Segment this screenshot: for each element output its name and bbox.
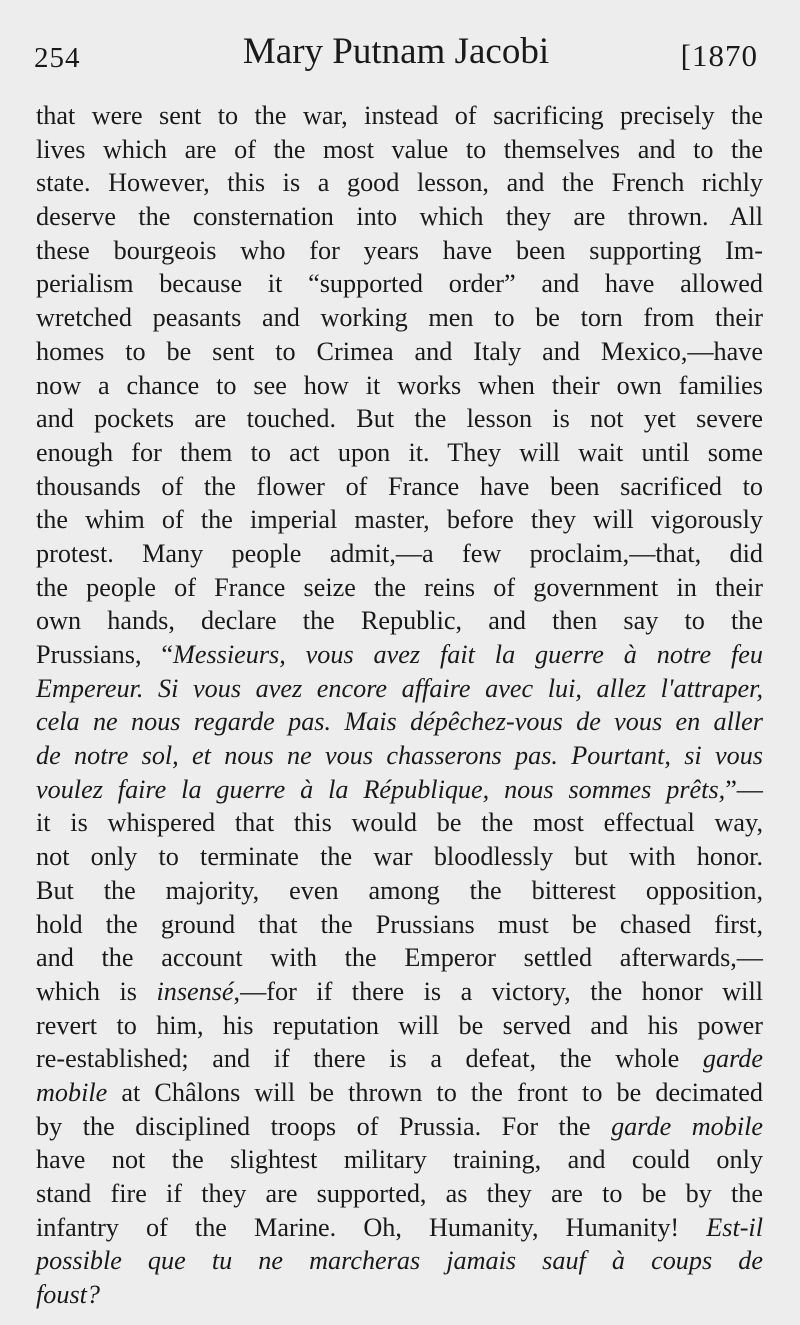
text-run: now a chance to see how it works when their own families [36,370,763,400]
text-run: by the disciplined troops of Prussia. For the [36,1111,612,1141]
text-run: it is whispered that this would be the most effectual way, [36,808,763,838]
text-line [36,200,763,234]
text-run: protest. Many people admit,—a few proclaim,—that, did [36,538,763,568]
text-line [36,133,763,167]
italic-text-run: Est-il [706,1212,763,1242]
text-line [36,705,763,739]
italic-text-run: Messieurs, vous avez fait la guerre à notre feu [173,640,763,669]
text-line [36,975,763,1009]
italic-text-run: possible que tu ne marcheras jamais sauf à coups de [36,1246,763,1276]
text-line [36,267,763,301]
text-run: enough for them to act upon it. They will wait until some [36,437,763,467]
text-line [36,1177,763,1211]
text-line [36,874,763,908]
text-line [36,806,763,840]
italic-text-run: Empereur. Si vous avez encore affaire avec lui, allez l'attraper, [36,673,763,703]
text-line [36,1278,763,1312]
text-line [36,908,763,942]
text-run: have not the slightest military training, and could only [36,1145,763,1175]
text-line [36,1110,763,1144]
text-line [36,672,763,706]
text-run: that were sent to the war, instead of sacrificing precisely the [36,101,763,130]
text-run: stand fire if they are supported, as they are to be by the [36,1179,763,1208]
italic-text-run: foust? [36,1280,101,1310]
running-header [34,30,758,80]
text-run: thousands of the flower of France have been sacrificed to [36,471,763,501]
text-line [36,638,763,672]
page-number: 254 [34,42,81,74]
text-line [36,840,763,874]
italic-text-run: mobile [36,1077,108,1107]
text-line [36,234,763,268]
text-run: ”— [725,774,763,804]
text-run: at Châlons will be thrown to the front to be decimated [107,1077,763,1107]
text-line [36,99,763,133]
text-run: revert to him, his reputation will be served and his power [36,1010,763,1040]
italic-text-run: cela ne nous regarde pas. Mais dépêchez-vous de vous en aller [36,707,763,737]
text-run: not only to terminate the war bloodlessly but with honor. [36,842,763,872]
text-run: Prussians, “ [36,640,174,669]
body-text [36,99,763,1312]
text-line [36,1143,763,1177]
text-run: perialism because it “supported order” and have allowed [36,269,763,299]
text-line [36,1009,763,1043]
text-line [36,773,763,807]
text-run: these bourgeois who for years have been supporting Im- [36,235,763,265]
text-line [36,402,763,436]
text-line [36,503,763,537]
text-line [36,941,763,975]
text-line [36,537,763,571]
italic-text-run: voulez faire la guerre à la République, nous sommes prêts, [36,774,726,804]
text-line [36,335,763,369]
text-line [36,1211,763,1245]
text-run: But the majority, even among the bitterest opposition, [36,875,763,905]
italic-text-run: de notre sol, et nous ne vous chasserons pas. Pourtant, si vous [36,741,763,771]
text-run: own hands, declare the Republic, and then say to the [36,606,763,636]
text-run: deserve the consternation into which they are thrown. All [36,202,763,232]
text-line [36,604,763,638]
running-title: Mary Putnam Jacobi [242,31,550,72]
text-run: wretched peasants and working men to be torn from their [36,303,763,333]
italic-text-run: garde mobile [611,1111,763,1141]
text-line [36,1042,763,1076]
text-run: re-established; and if there is a defeat, the whole [36,1044,703,1074]
text-line [36,369,763,403]
text-line [36,571,763,605]
italic-text-run: garde [702,1044,763,1074]
text-run: hold the ground that the Prussians must be chased first, [36,909,763,939]
text-line [36,739,763,773]
text-run: lives which are of the most value to themselves and to the [36,134,763,164]
text-run: homes to be sent to Crimea and Italy and Mexico,—have [36,336,763,366]
text-line [36,301,763,335]
text-run: the whim of the imperial master, before they will vigorously [36,505,763,535]
text-run: state. However, this is a good lesson, and the French richly [36,168,763,198]
text-line [36,470,763,504]
text-run: the people of France seize the reins of government in their [36,572,763,602]
text-line [36,1076,763,1110]
text-run: infantry of the Marine. Oh, Humanity, Humanity! [36,1212,707,1242]
text-run: which is [36,976,157,1006]
year-marker: [1870 [680,38,758,73]
text-line [36,436,763,470]
text-run: and the account with the Emperor settled afterwards,— [36,943,763,973]
text-run: and pockets are touched. But the lesson is not yet severe [36,404,763,434]
text-line [36,1244,763,1278]
text-run: ,—for if there is a victory, the honor will [233,976,764,1006]
text-line [36,166,763,200]
italic-text-run: insensé [156,976,234,1006]
